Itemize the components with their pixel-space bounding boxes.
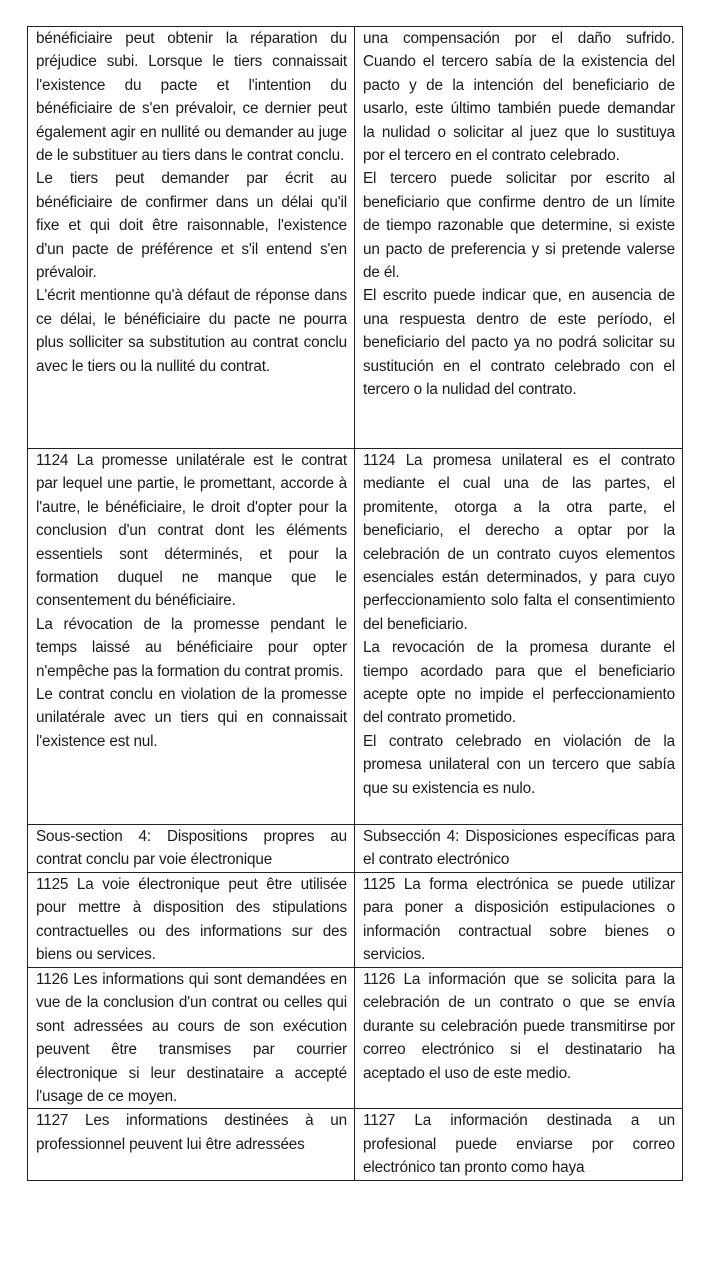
french-paragraph: 1125 La voie électronique peut être utilisée pour mettre à disposition des stipulations contractuelles ou des informations sur des biens ou services. bbox=[36, 876, 347, 964]
spanish-paragraph: una compensación por el daño sufrido. Cuando el tercero sabía de la existencia del pacto y de la intención del beneficiario de usarlo, este último también puede demandar la nulidad o solicitar al juez que lo sustituya por el tercero en el contrato celebrado. bbox=[363, 30, 675, 165]
table-row bbox=[28, 27, 683, 449]
french-cell bbox=[28, 1109, 355, 1181]
spanish-paragraph: 1126 La información que se solicita para la celebración de un contrato o que se envía durante su celebración puede transmitirse por correo electrónico si el destinatario ha aceptado el uso de este medio. bbox=[363, 971, 675, 1082]
spanish-paragraph: El escrito puede indicar que, en ausencia de una respuesta dentro de este período, el beneficiario del pacto ya no podrá solicitar su sustitución en el contrato celebrado con el tercero o la nulidad del contrato. bbox=[363, 287, 675, 399]
spanish-cell bbox=[355, 873, 683, 968]
table-row bbox=[28, 968, 683, 1109]
french-cell bbox=[28, 873, 355, 968]
spanish-paragraph: 1127 La información destinada a un profesional puede enviarse por correo electrónico tan pronto como haya bbox=[363, 1112, 675, 1177]
spanish-cell bbox=[355, 968, 683, 1109]
french-paragraph: La révocation de la promesse pendant le temps laissé au bénéficiaire pour opter n'empêche pas la formation du contrat promis. bbox=[36, 615, 347, 680]
french-paragraph: L'écrit mentionne qu'à défaut de réponse dans ce délai, le bénéficiaire du pacte ne pourra plus solliciter sa substitution au contrat conclu avec le tiers ou la nullité du contrat. bbox=[36, 287, 347, 375]
french-cell bbox=[28, 825, 355, 873]
table-row bbox=[28, 825, 683, 873]
table-row bbox=[28, 1109, 683, 1181]
spanish-cell bbox=[355, 825, 683, 873]
spanish-cell bbox=[355, 1109, 683, 1181]
spanish-paragraph: 1124 La promesa unilateral es el contrato mediante el cual una de las partes, el promitente, otorga a la otra parte, el beneficiario, el derecho a optar por la celebración de un contrato cuyos elementos esenciales están determinados, y para cuyo perfeccionamiento solo falta el consentimiento del beneficiario. bbox=[363, 452, 675, 633]
spanish-paragraph: La revocación de la promesa durante el tiempo acordado para que el beneficiario acepte opte no impide el perfeccionamiento del contrato prometido. bbox=[363, 639, 675, 727]
spanish-cell bbox=[355, 27, 683, 449]
section-heading-fr: Sous-section 4: Dispositions propres au contrat conclu par voie électronique bbox=[36, 828, 347, 869]
spanish-cell bbox=[355, 449, 683, 825]
french-paragraph: bénéficiaire peut obtenir la réparation du préjudice subi. Lorsque le tiers connaissait l'existence du pacte et l'intention du bénéficiaire de s'en prévaloir, ce dernier peut également agir en nullité ou demander au juge de le substituer au tiers dans le contrat conclu. bbox=[36, 30, 347, 165]
spanish-paragraph: El tercero puede solicitar por escrito al beneficiario que confirme dentro de un límite de tiempo razonable que determine, si existe un pacto de preferencia y si pretende valerse de él. bbox=[363, 170, 675, 282]
french-cell bbox=[28, 27, 355, 449]
french-paragraph: 1126 Les informations qui sont demandées en vue de la conclusion d'un contrat ou celles qui sont adressées au cours de son exécution peuvent être transmises par courrier électronique si leur destinataire a accepté l'usage de ce moyen. bbox=[36, 971, 347, 1106]
french-paragraph: Le contrat conclu en violation de la promesse unilatérale avec un tiers qui en connaissait l'existence est nul. bbox=[36, 686, 347, 750]
french-paragraph: 1127 Les informations destinées à un professionnel peuvent lui être adressées bbox=[36, 1112, 347, 1153]
section-heading-es: Subsección 4: Disposiciones específicas para el contrato electrónico bbox=[363, 828, 675, 869]
french-paragraph: 1124 La promesse unilatérale est le contrat par lequel une partie, le promettant, accorde à l'autre, le bénéficiaire, le droit d'opter pour la conclusion d'un contrat dont les éléments essentiels sont déterminés, et pour la formation duquel ne manque que le consentement du bénéficiaire. bbox=[36, 452, 347, 610]
spanish-paragraph: 1125 La forma electrónica se puede utilizar para poner a disposición estipulaciones o información contractual sobre bienes o servicios. bbox=[363, 876, 675, 964]
bilingual-table bbox=[27, 26, 683, 1181]
french-cell bbox=[28, 449, 355, 825]
french-paragraph: Le tiers peut demander par écrit au bénéficiaire de confirmer dans un délai qu'il fixe et qui doit être raisonnable, l'existence d'un pacte de préférence et s'il entend s'en prévaloir. bbox=[36, 170, 347, 282]
table-row bbox=[28, 873, 683, 968]
french-cell bbox=[28, 968, 355, 1109]
table-row bbox=[28, 449, 683, 825]
spanish-paragraph: El contrato celebrado en violación de la promesa unilateral con un tercero que sabía que su existencia es nulo. bbox=[363, 732, 675, 797]
